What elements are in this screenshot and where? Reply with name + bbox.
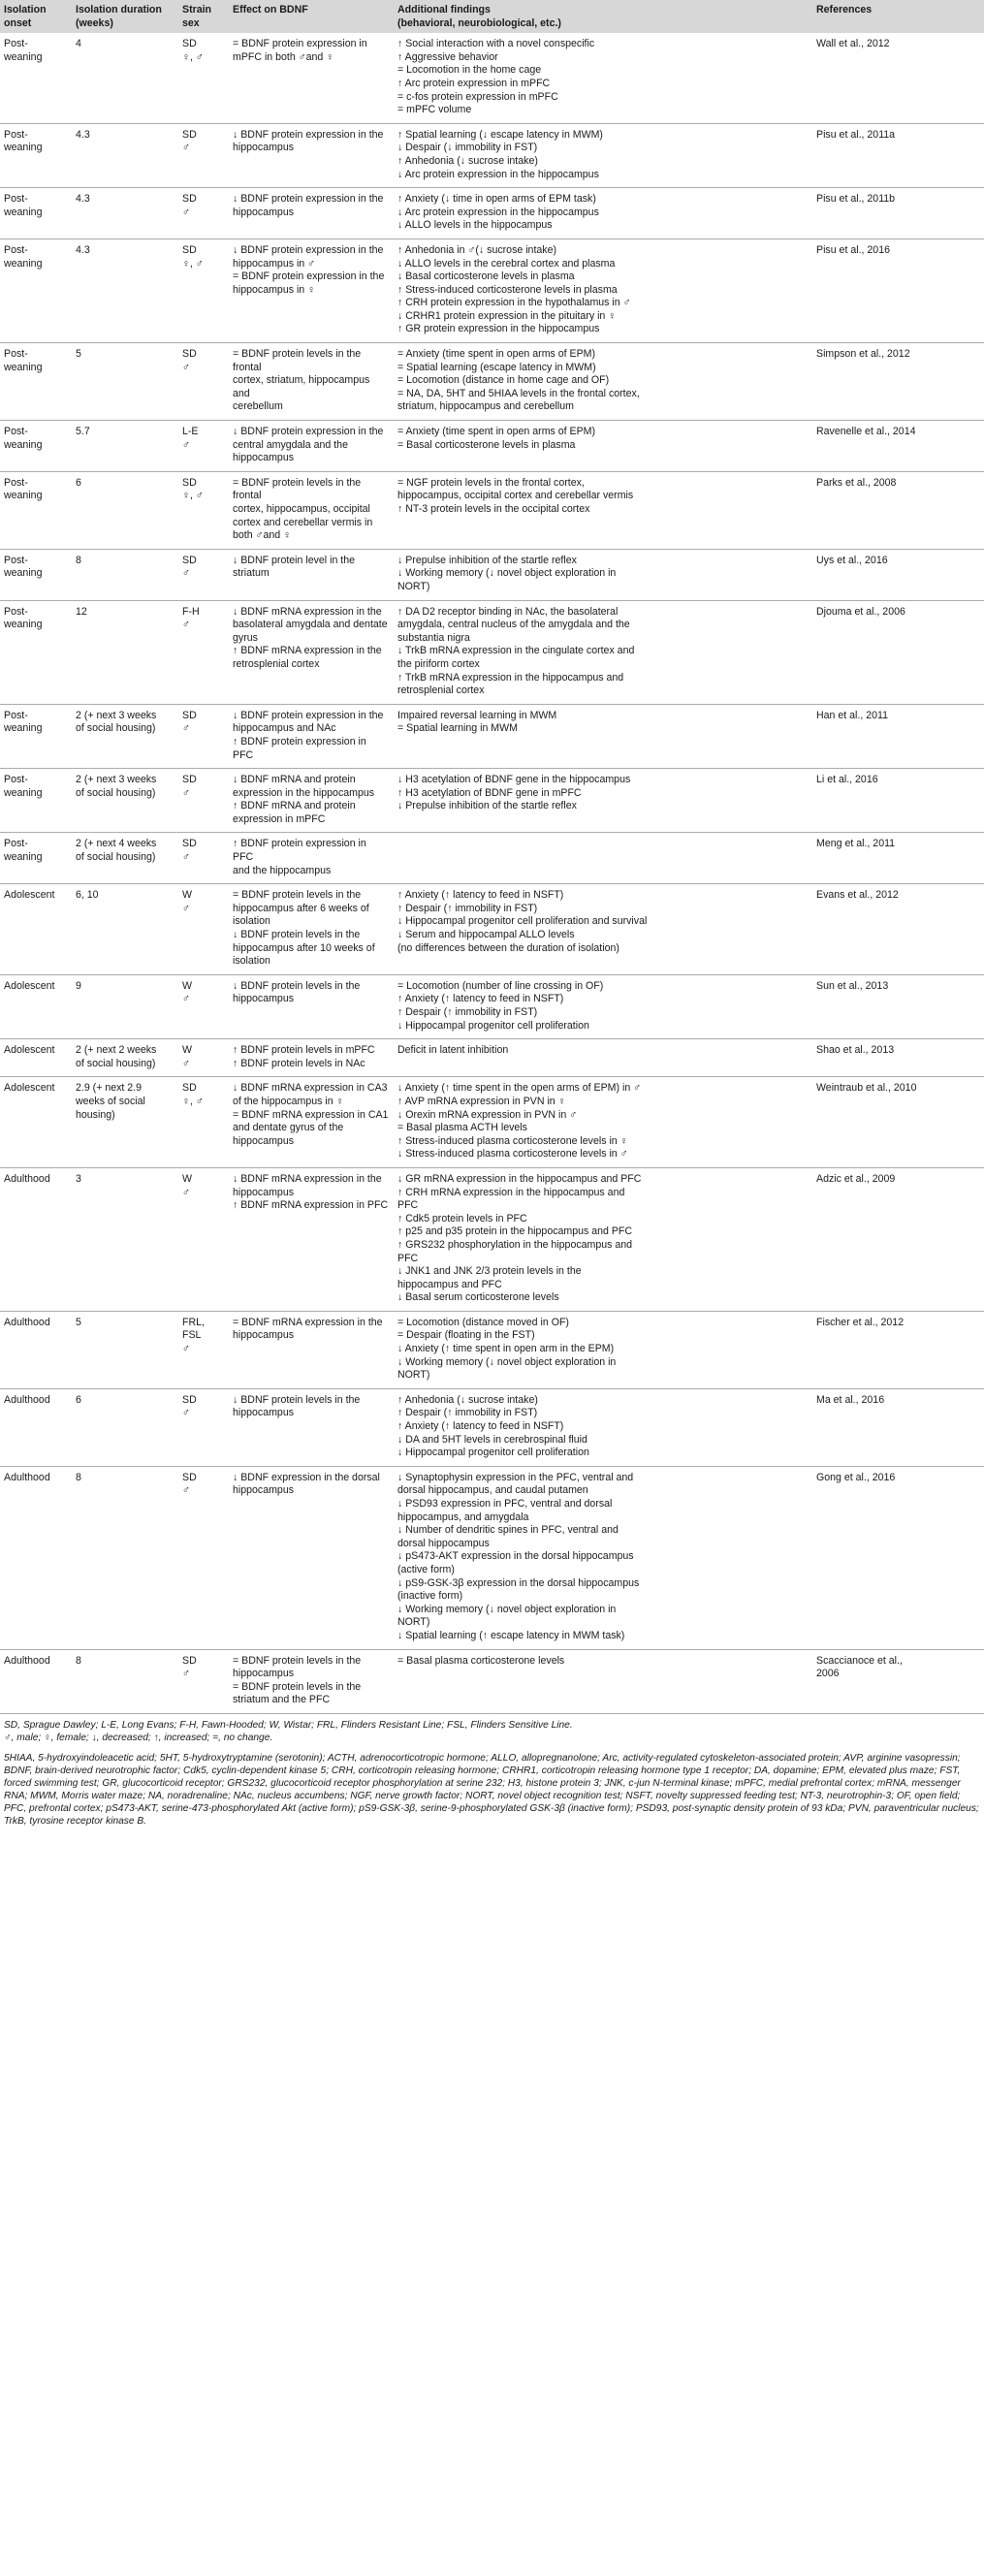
header-references: References [812,0,984,33]
cell-additional-findings: = Locomotion (number of line crossing in OF) ↑ Anxiety (↑ latency to feed in NSFT) ↑ Despair (↑ immobility in FST) ↓ Hippocampal progenitor cell proliferation [394,974,812,1038]
cell-reference: Scaccianoce et al., 2006 [812,1649,984,1713]
cell-isolation-duration: 2 (+ next 2 weeks of social housing) [72,1039,178,1077]
cell-isolation-duration: 5 [72,1311,178,1388]
cell-isolation-duration: 2 (+ next 3 weeks of social housing) [72,704,178,768]
cell-additional-findings: Deficit in latent inhibition [394,1039,812,1077]
cell-effect-on-bdnf: ↓ BDNF protein expression in the hippocampus and NAc ↑ BDNF protein expression in PFC [229,704,394,768]
cell-effect-on-bdnf: = BDNF protein levels in the hippocampus = BDNF protein levels in the striatum and the PFC [229,1649,394,1713]
cell-isolation-onset: Adulthood [0,1311,72,1388]
table-row [0,239,984,342]
cell-isolation-onset: Post- weaning [0,769,72,833]
cell-strain-sex: SD ♂ [178,343,229,421]
cell-reference: Li et al., 2016 [812,769,984,833]
cell-reference: Pisu et al., 2011b [812,188,984,239]
table-header-row [0,0,984,33]
cell-isolation-duration: 8 [72,1466,178,1649]
table-footnotes [0,1713,984,1839]
cell-reference: Han et al., 2011 [812,704,984,768]
cell-isolation-onset: Post- weaning [0,600,72,704]
header-isolation-duration: Isolation duration (weeks) [72,0,178,33]
table-row [0,1311,984,1388]
cell-isolation-onset: Post- weaning [0,188,72,239]
cell-effect-on-bdnf: ↓ BDNF protein levels in the hippocampus [229,974,394,1038]
cell-isolation-onset: Adolescent [0,974,72,1038]
cell-reference: Ravenelle et al., 2014 [812,421,984,472]
cell-effect-on-bdnf: ↑ BDNF protein levels in mPFC ↑ BDNF protein levels in NAc [229,1039,394,1077]
table-row [0,1167,984,1311]
cell-isolation-onset: Post- weaning [0,239,72,342]
cell-strain-sex: SD ♂ [178,1388,229,1466]
cell-isolation-onset: Post- weaning [0,549,72,600]
cell-effect-on-bdnf: ↓ BDNF protein expression in the hippocampus [229,123,394,187]
cell-strain-sex: L-E ♂ [178,421,229,472]
cell-isolation-duration: 4.3 [72,188,178,239]
cell-reference: Djouma et al., 2006 [812,600,984,704]
cell-isolation-onset: Post- weaning [0,704,72,768]
table-row [0,704,984,768]
cell-additional-findings [394,833,812,884]
table-row [0,33,984,123]
cell-effect-on-bdnf: ↓ BDNF protein expression in the hippocampus [229,188,394,239]
header-additional-findings: Additional findings (behavioral, neurobiological, etc.) [394,0,812,33]
header-isolation-onset: Isolation onset [0,0,72,33]
cell-reference: Shao et al., 2013 [812,1039,984,1077]
table-row [0,974,984,1038]
cell-isolation-duration: 2 (+ next 3 weeks of social housing) [72,769,178,833]
cell-reference: Ma et al., 2016 [812,1388,984,1466]
cell-isolation-onset: Post- weaning [0,471,72,549]
cell-isolation-duration: 2.9 (+ next 2.9 weeks of social housing) [72,1077,178,1168]
cell-strain-sex: SD ♀, ♂ [178,239,229,342]
footnote-abbreviations: 5HIAA, 5-hydroxyindoleacetic acid; 5HT, 5-hydroxytryptamine (serotonin); ACTH, adrenocorticotropic hormone; ALLO, allopregnanolone; Arc, activity-regulated cytoskeleton-associated protein; AVP, arginine vasopressin; BDNF, brain-derived neurotrophic factor; Cdk5, cyclin-dependent kinase 5; CRH, corticotropin releasing hormone; CRHR1, corticotropin releasing hormone type 1 receptor; DA, dopamine; EPM, elevated plus maze; FST, forced swimming test; GR, glucocorticoid receptor; GRS232, glucocorticoid receptor phosphorylation at serine 232; H3, histone protein 3; JNK, c-jun N-terminal kinase; mPFC, medial prefrontal cortex; mRNA, messenger RNA; MWM, Morris water maze; NA, noradrenaline; NAc, nucleus accumbens; NGF, nerve growth factor; NORT, novel object recognition test; NSFT, novelty suppressed feeding test; NT-3, neurotrophin-3; OF, open field; PFC, prefrontal cortex; pS473-AKT, serine-473-phosphorylated Akt (active form); pS9-GSK-3β, serine-9-phosphorylated GSK-3β (inactive form); PSD93, post-synaptic density protein of 93 kDa; PVN, paraventricular nucleus; TrkB, tyrosine receptor kinase B. [4,1752,979,1827]
cell-strain-sex: W ♂ [178,1167,229,1311]
cell-effect-on-bdnf: ↓ BDNF mRNA expression in CA3 of the hippocampus in ♀ = BDNF mRNA expression in CA1 and dentate gyrus of the hippocampus [229,1077,394,1168]
table-row [0,1466,984,1649]
cell-isolation-onset: Post- weaning [0,123,72,187]
cell-reference: Gong et al., 2016 [812,1466,984,1649]
cell-isolation-duration: 2 (+ next 4 weeks of social housing) [72,833,178,884]
cell-reference: Wall et al., 2012 [812,33,984,123]
cell-additional-findings: ↓ Prepulse inhibition of the startle reflex ↓ Working memory (↓ novel object exploration in NORT) [394,549,812,600]
cell-additional-findings: ↑ Spatial learning (↓ escape latency in MWM) ↓ Despair (↓ immobility in FST) ↑ Anhedonia (↓ sucrose intake) ↓ Arc protein expression in the hippocampus [394,123,812,187]
cell-reference: Simpson et al., 2012 [812,343,984,421]
table-row [0,600,984,704]
table-row [0,833,984,884]
table-body [0,33,984,1713]
table-row [0,1039,984,1077]
cell-strain-sex: FRL, FSL ♂ [178,1311,229,1388]
cell-reference: Parks et al., 2008 [812,471,984,549]
cell-isolation-duration: 5 [72,343,178,421]
cell-additional-findings: ↑ Social interaction with a novel conspecific ↑ Aggressive behavior = Locomotion in the home cage ↑ Arc protein expression in mPFC = c-fos protein expression in mPFC = mPFC volume [394,33,812,123]
table-row [0,421,984,472]
cell-additional-findings: ↓ GR mRNA expression in the hippocampus and PFC ↑ CRH mRNA expression in the hippocampus and PFC ↑ Cdk5 protein levels in PFC ↑ p25 and p35 protein in the hippocampus and PFC ↑ GRS232 phosphorylation in the hippocampus and PFC ↓ JNK1 and JNK 2/3 protein levels in the hippocampus and PFC ↓ Basal serum corticosterone levels [394,1167,812,1311]
cell-additional-findings: ↑ DA D2 receptor binding in NAc, the basolateral amygdala, central nucleus of the amygdala and the substantia nigra ↓ TrkB mRNA expression in the cingulate cortex and the piriform cortex ↑ TrkB mRNA expression in the hippocampus and retrosplenial cortex [394,600,812,704]
header-strain-sex: Strain sex [178,0,229,33]
cell-additional-findings: ↓ H3 acetylation of BDNF gene in the hippocampus ↑ H3 acetylation of BDNF gene in mPFC ↓ Prepulse inhibition of the startle reflex [394,769,812,833]
cell-additional-findings: ↑ Anhedonia in ♂(↓ sucrose intake) ↓ ALLO levels in the cerebral cortex and plasma ↓ Basal corticosterone levels in plasma ↑ Stress-induced corticosterone levels in plasma ↑ CRH protein expression in the hypothalamus in ♂ ↓ CRHR1 protein expression in the pituitary in ♀ ↑ GR protein expression in the hippocampus [394,239,812,342]
table-row [0,549,984,600]
cell-reference: Adzic et al., 2009 [812,1167,984,1311]
cell-effect-on-bdnf: = BDNF mRNA expression in the hippocampus [229,1311,394,1388]
table-row [0,471,984,549]
cell-additional-findings: ↑ Anxiety (↓ time in open arms of EPM task) ↓ Arc protein expression in the hippocampus ↓ ALLO levels in the hippocampus [394,188,812,239]
cell-isolation-onset: Post- weaning [0,33,72,123]
cell-isolation-duration: 5.7 [72,421,178,472]
cell-isolation-duration: 8 [72,549,178,600]
cell-strain-sex: SD ♂ [178,833,229,884]
table-row [0,1388,984,1466]
table-row [0,123,984,187]
cell-reference: Pisu et al., 2011a [812,123,984,187]
cell-additional-findings: = Locomotion (distance moved in OF) = Despair (floating in the FST) ↓ Anxiety (↑ time spent in open arm in the EPM) ↓ Working memory (↓ novel object exploration in NORT) [394,1311,812,1388]
cell-reference: Fischer et al., 2012 [812,1311,984,1388]
cell-effect-on-bdnf: ↓ BDNF protein expression in the hippocampus in ♂ = BDNF protein expression in the hippocampus in ♀ [229,239,394,342]
cell-isolation-onset: Post- weaning [0,421,72,472]
cell-additional-findings: = Basal plasma corticosterone levels [394,1649,812,1713]
table-row [0,769,984,833]
cell-isolation-duration: 6 [72,471,178,549]
cell-strain-sex: SD ♂ [178,123,229,187]
cell-isolation-onset: Adulthood [0,1466,72,1649]
cell-additional-findings: Impaired reversal learning in MWM = Spatial learning in MWM [394,704,812,768]
cell-additional-findings: ↑ Anxiety (↑ latency to feed in NSFT) ↑ Despair (↑ immobility in FST) ↓ Hippocampal progenitor cell proliferation and survival ↓ Serum and hippocampal ALLO levels (no differences between the duration of isolation) [394,884,812,975]
cell-additional-findings: = NGF protein levels in the frontal cortex, hippocampus, occipital cortex and cerebellar vermis ↑ NT-3 protein levels in the occipital cortex [394,471,812,549]
cell-additional-findings: = Anxiety (time spent in open arms of EPM) = Basal corticosterone levels in plasma [394,421,812,472]
table-row [0,1649,984,1713]
cell-strain-sex: W ♂ [178,884,229,975]
cell-effect-on-bdnf: ↓ BDNF protein levels in the hippocampus [229,1388,394,1466]
cell-reference: Pisu et al., 2016 [812,239,984,342]
cell-effect-on-bdnf: ↓ BDNF protein expression in the central amygdala and the hippocampus [229,421,394,472]
cell-isolation-duration: 4.3 [72,239,178,342]
cell-effect-on-bdnf: ↓ BDNF mRNA expression in the hippocampus ↑ BDNF mRNA expression in PFC [229,1167,394,1311]
cell-strain-sex: SD ♂ [178,769,229,833]
cell-effect-on-bdnf: ↑ BDNF protein expression in PFC and the hippocampus [229,833,394,884]
cell-effect-on-bdnf: ↓ BDNF protein level in the striatum [229,549,394,600]
cell-additional-findings: = Anxiety (time spent in open arms of EPM) = Spatial learning (escape latency in MWM) = Locomotion (distance in home cage and OF) = NA, DA, 5HT and 5HIAA levels in the frontal cortex, striatum, hippocampus and cerebellum [394,343,812,421]
cell-strain-sex: SD ♂ [178,1466,229,1649]
cell-isolation-duration: 6 [72,1388,178,1466]
cell-reference: Meng et al., 2011 [812,833,984,884]
cell-reference: Uys et al., 2016 [812,549,984,600]
cell-isolation-onset: Adolescent [0,884,72,975]
table-row [0,884,984,975]
cell-effect-on-bdnf: = BDNF protein levels in the frontal cortex, hippocampus, occipital cortex and cerebellar vermis in both ♂and ♀ [229,471,394,549]
cell-isolation-duration: 3 [72,1167,178,1311]
cell-reference: Sun et al., 2013 [812,974,984,1038]
cell-isolation-duration: 4 [72,33,178,123]
cell-strain-sex: SD ♀, ♂ [178,33,229,123]
cell-strain-sex: SD ♂ [178,704,229,768]
cell-isolation-onset: Adolescent [0,1039,72,1077]
cell-additional-findings: ↓ Anxiety (↑ time spent in the open arms of EPM) in ♂ ↑ AVP mRNA expression in PVN in ♀ ↓ Orexin mRNA expression in PVN in ♂ = Basal plasma ACTH levels ↑ Stress-induced plasma corticosterone levels in ♀ ↓ Stress-induced plasma corticosterone levels in ♂ [394,1077,812,1168]
cell-reference: Evans et al., 2012 [812,884,984,975]
cell-isolation-onset: Adulthood [0,1388,72,1466]
cell-strain-sex: F-H ♂ [178,600,229,704]
cell-strain-sex: SD ♂ [178,549,229,600]
cell-strain-sex: W ♂ [178,1039,229,1077]
cell-isolation-duration: 6, 10 [72,884,178,975]
table-row [0,188,984,239]
cell-strain-sex: SD ♀, ♂ [178,471,229,549]
cell-additional-findings: ↑ Anhedonia (↓ sucrose intake) ↑ Despair (↑ immobility in FST) ↑ Anxiety (↑ latency to feed in NSFT) ↓ DA and 5HT levels in cerebrospinal fluid ↓ Hippocampal progenitor cell proliferation [394,1388,812,1466]
cell-effect-on-bdnf: = BDNF protein expression in mPFC in both ♂and ♀ [229,33,394,123]
cell-strain-sex: W ♂ [178,974,229,1038]
cell-effect-on-bdnf: ↓ BDNF expression in the dorsal hippocampus [229,1466,394,1649]
cell-reference: Weintraub et al., 2010 [812,1077,984,1168]
cell-additional-findings: ↓ Synaptophysin expression in the PFC, ventral and dorsal hippocampus, and caudal putamen ↓ PSD93 expression in PFC, ventral and dorsal hippocampus, and amygdala ↓ Number of dendritic spines in PFC, ventral and dorsal hippocampus ↓ pS473-AKT expression in the dorsal hippocampus (active form) ↓ pS9-GSK-3β expression in the dorsal hippocampus (inactive form) ↓ Working memory (↓ novel object exploration in NORT) ↓ Spatial learning (↑ escape latency in MWM task) [394,1466,812,1649]
cell-effect-on-bdnf: ↓ BDNF mRNA expression in the basolateral amygdala and dentate gyrus ↑ BDNF mRNA expression in the retrosplenial cortex [229,600,394,704]
cell-effect-on-bdnf: ↓ BDNF mRNA and protein expression in the hippocampus ↑ BDNF mRNA and protein expression in mPFC [229,769,394,833]
cell-isolation-duration: 4.3 [72,123,178,187]
cell-strain-sex: SD ♀, ♂ [178,1077,229,1168]
cell-isolation-onset: Adulthood [0,1649,72,1713]
cell-isolation-duration: 12 [72,600,178,704]
cell-effect-on-bdnf: = BDNF protein levels in the hippocampus after 6 weeks of isolation ↓ BDNF protein levels in the hippocampus after 10 weeks of isolation [229,884,394,975]
cell-effect-on-bdnf: = BDNF protein levels in the frontal cortex, striatum, hippocampus and cerebellum [229,343,394,421]
cell-isolation-duration: 9 [72,974,178,1038]
table-row [0,1077,984,1168]
cell-strain-sex: SD ♂ [178,188,229,239]
header-effect-on-bdnf: Effect on BDNF [229,0,394,33]
cell-isolation-onset: Adolescent [0,1077,72,1168]
cell-isolation-duration: 8 [72,1649,178,1713]
cell-isolation-onset: Post- weaning [0,833,72,884]
cell-isolation-onset: Adulthood [0,1167,72,1311]
cell-strain-sex: SD ♂ [178,1649,229,1713]
footnote-strains: SD, Sprague Dawley; L-E, Long Evans; F-H, Fawn-Hooded; W, Wistar; FRL, Flinders Resistant Line; FSL, Flinders Sensitive Line. ♂, male; ♀, female; ↓, decreased; ↑, increased; =, no change. [4,1719,573,1743]
cell-isolation-onset: Post- weaning [0,343,72,421]
table-row [0,343,984,421]
